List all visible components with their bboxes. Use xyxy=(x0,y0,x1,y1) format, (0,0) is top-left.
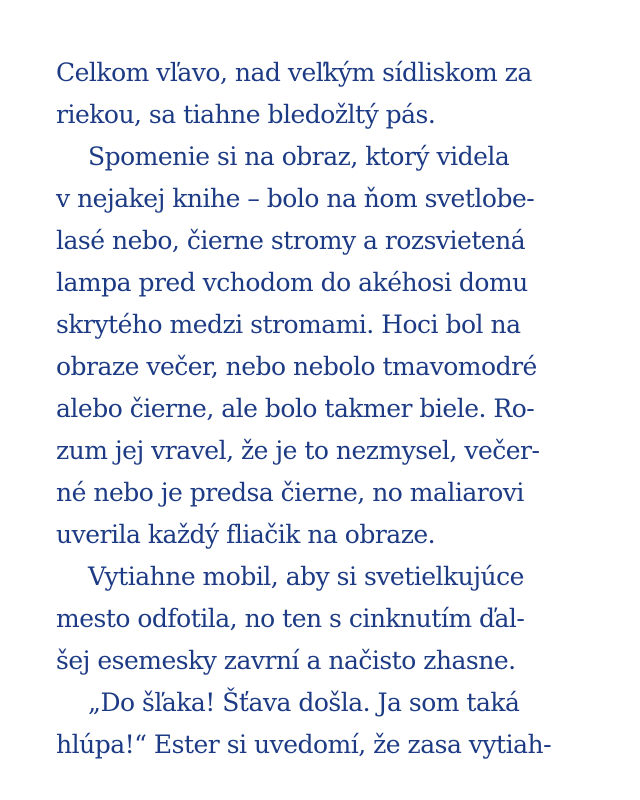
text-line: alebo čierne, ale bolo takmer biele. Ro- xyxy=(56,394,535,423)
text-line: né nebo je predsa čierne, no maliarovi xyxy=(56,478,524,507)
text-line: šej esemesky zavrní a načisto zhasne. xyxy=(56,646,516,675)
text-line: v nejakej knihe – bolo na ňom svetlobe- xyxy=(56,184,535,213)
text-line: mesto odfotila, no ten s cinknutím ďal- xyxy=(56,604,525,633)
text-line: obraze večer, nebo nebolo tmavomodré xyxy=(56,352,537,381)
book-page-text xyxy=(56,52,596,766)
text-line: lasé nebo, čierne stromy a rozsvietená xyxy=(56,226,526,255)
text-line: Celkom vľavo, nad veľkým sídliskom za xyxy=(56,58,532,87)
text-line: zum jej vravel, že je to nezmysel, večer- xyxy=(56,436,540,465)
text-line: hlúpa!“ Ester si uvedomí, že zasa vytiah- xyxy=(56,730,552,759)
text-line: riekou, sa tiahne bledožltý pás. xyxy=(56,100,436,129)
text-line: uverila každý fliačik na obraze. xyxy=(56,520,436,549)
text-line: lampa pred vchodom do akéhosi domu xyxy=(56,268,528,297)
text-line: „Do šľaka! Šťava došla. Ja som taká xyxy=(88,688,520,717)
text-line: skrytého medzi stromami. Hoci bol na xyxy=(56,310,521,339)
text-line: Vytiahne mobil, aby si svetielkujúce xyxy=(88,562,524,591)
text-line: Spomenie si na obraz, ktorý videla xyxy=(88,142,510,171)
